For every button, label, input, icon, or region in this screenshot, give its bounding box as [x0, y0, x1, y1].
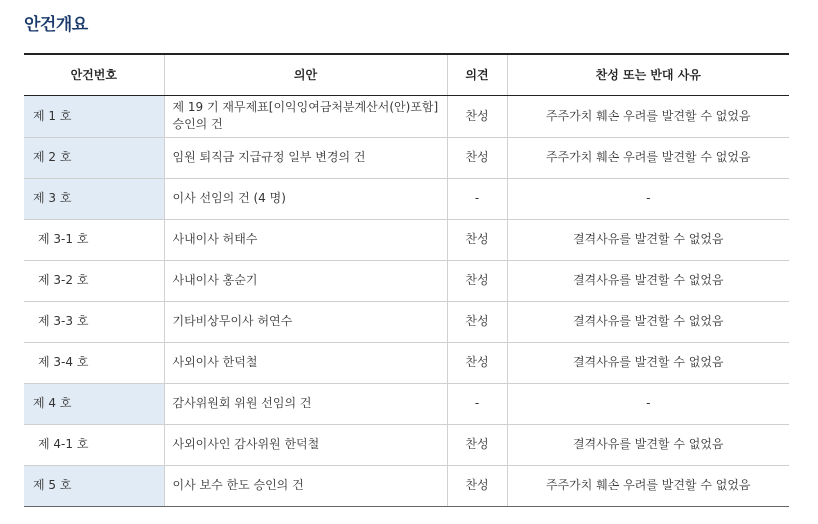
agenda-number: 제 2 호	[24, 137, 164, 178]
table-row	[24, 383, 789, 424]
reason: -	[507, 383, 789, 424]
agenda-title: 사내이사 허태수	[164, 219, 447, 260]
agenda-number: 제 1 호	[24, 95, 164, 137]
reason: 결격사유를 발견할 수 없었음	[507, 260, 789, 301]
opinion: 찬성	[447, 301, 507, 342]
agenda-title: 사외이사 한덕철	[164, 342, 447, 383]
reason: 주주가치 훼손 우려를 발견할 수 없었음	[507, 95, 789, 137]
opinion: 찬성	[447, 342, 507, 383]
agenda-number: 제 3-2 호	[24, 260, 164, 301]
header-opinion: 의견	[447, 54, 507, 95]
agenda-number: 제 3-1 호	[24, 219, 164, 260]
table-row	[24, 342, 789, 383]
header-agenda-number: 안건번호	[24, 54, 164, 95]
agenda-title: 제 19 기 재무제표[이익잉여금처분계산서(안)포함] 승인의 건	[164, 95, 447, 137]
table-row	[24, 137, 789, 178]
agenda-title: 이사 보수 한도 승인의 건	[164, 465, 447, 506]
agenda-number: 제 3-3 호	[24, 301, 164, 342]
table-row	[24, 424, 789, 465]
opinion: 찬성	[447, 260, 507, 301]
page-title: 안건개요	[24, 15, 88, 35]
reason: 결격사유를 발견할 수 없었음	[507, 301, 789, 342]
table-row	[24, 465, 789, 506]
opinion: 찬성	[447, 424, 507, 465]
opinion: 찬성	[447, 137, 507, 178]
agenda-title: 이사 선임의 건 (4 명)	[164, 178, 447, 219]
table-header-row	[24, 54, 789, 95]
agenda-number: 제 4-1 호	[24, 424, 164, 465]
table-row	[24, 301, 789, 342]
header-reason: 찬성 또는 반대 사유	[507, 54, 789, 95]
opinion: -	[447, 178, 507, 219]
agenda-number: 제 5 호	[24, 465, 164, 506]
agenda-number: 제 3 호	[24, 178, 164, 219]
reason: 주주가치 훼손 우려를 발견할 수 없었음	[507, 137, 789, 178]
table-row	[24, 260, 789, 301]
agenda-number: 제 4 호	[24, 383, 164, 424]
reason: 결격사유를 발견할 수 없었음	[507, 342, 789, 383]
table-row	[24, 95, 789, 137]
agenda-table	[24, 53, 789, 507]
opinion: 찬성	[447, 95, 507, 137]
agenda-title: 사내이사 홍순기	[164, 260, 447, 301]
table-row	[24, 219, 789, 260]
reason: 주주가치 훼손 우려를 발견할 수 없었음	[507, 465, 789, 506]
reason: 결격사유를 발견할 수 없었음	[507, 424, 789, 465]
reason: -	[507, 178, 789, 219]
table-row	[24, 178, 789, 219]
header-agenda: 의안	[164, 54, 447, 95]
agenda-title: 기타비상무이사 허연수	[164, 301, 447, 342]
agenda-number: 제 3-4 호	[24, 342, 164, 383]
opinion: -	[447, 383, 507, 424]
agenda-title: 사외이사인 감사위원 한덕철	[164, 424, 447, 465]
opinion: 찬성	[447, 465, 507, 506]
opinion: 찬성	[447, 219, 507, 260]
reason: 결격사유를 발견할 수 없었음	[507, 219, 789, 260]
agenda-title: 감사위원회 위원 선임의 건	[164, 383, 447, 424]
agenda-title: 임원 퇴직금 지급규정 일부 변경의 건	[164, 137, 447, 178]
